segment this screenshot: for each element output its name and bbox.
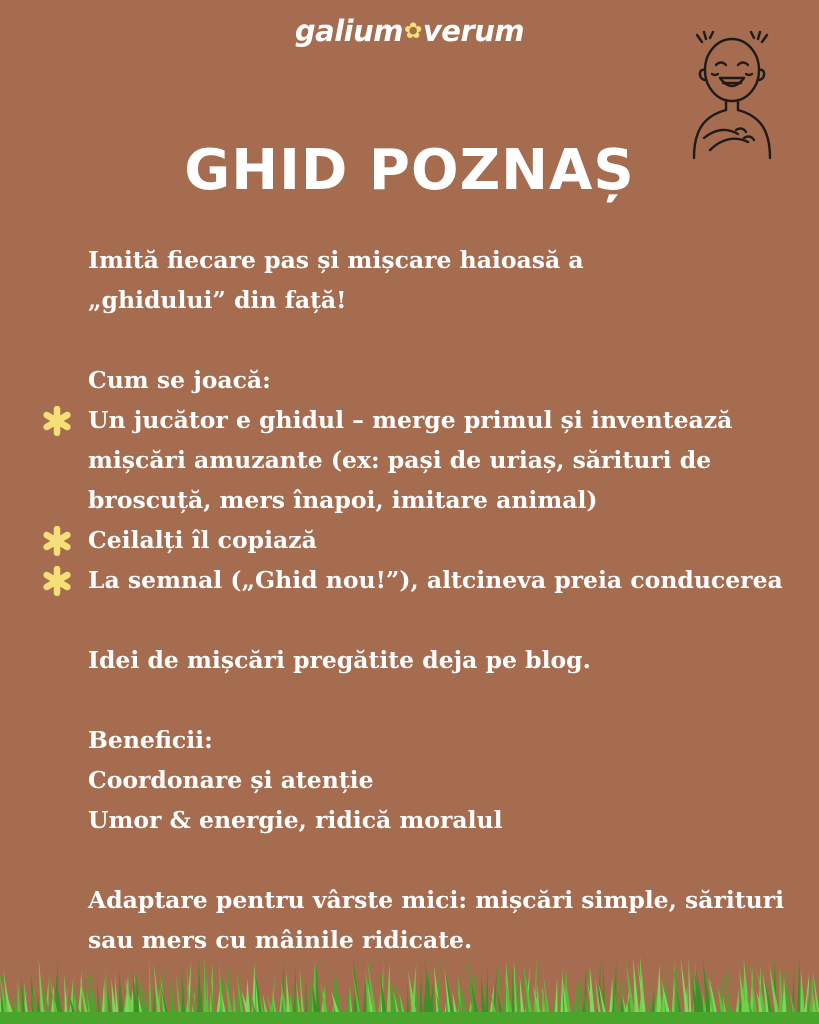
adaptation-line-2: sau mers cu mâinile ridicate. — [88, 926, 473, 954]
asterisk-star-icon — [42, 406, 72, 436]
benefit-item-2: Umor & energie, ridică moralul — [88, 806, 503, 834]
benefits-heading: Beneficii: — [88, 726, 213, 754]
intro-line-2: „ghidului” din față! — [88, 286, 347, 314]
benefit-item-1: Coordonare și atenție — [88, 766, 374, 794]
page-title: GHID POZNAȘ — [184, 138, 635, 203]
bullet-item-1 — [88, 400, 803, 520]
blog-note: Idei de mișcări pregătite deja pe blog. — [88, 646, 591, 674]
adaptation-line-1: Adaptare pentru vârste mici: mișcări simple, sărituri — [88, 886, 785, 914]
bullet-1-line-3: broscuță, mers înapoi, imitare animal) — [88, 486, 598, 514]
how-to-heading: Cum se joacă: — [88, 366, 271, 394]
bullet-item-3 — [88, 560, 803, 600]
bullet-3-text: La semnal („Ghid nou!”), altcineva preia conducerea — [88, 566, 783, 594]
flower-separator-icon: ✿ — [403, 19, 422, 44]
intro-line-1: Imită fiecare pas și mișcare haioasă a — [88, 246, 584, 274]
brand-name-left: galium — [294, 14, 403, 48]
grass-border-decoration — [0, 954, 819, 1024]
bullet-2-text: Ceilalți îl copiază — [88, 526, 317, 554]
brand-name-right: verum — [422, 14, 525, 48]
bullet-item-2 — [88, 520, 803, 560]
bullet-1-line-1: Un jucător e ghidul – merge primul și inventează — [88, 406, 733, 434]
asterisk-star-icon — [42, 566, 72, 596]
bullet-1-line-2: mișcări amuzante (ex: pași de uriaș, sărituri de — [88, 446, 712, 474]
asterisk-star-icon — [42, 526, 72, 556]
game-description — [88, 240, 803, 960]
